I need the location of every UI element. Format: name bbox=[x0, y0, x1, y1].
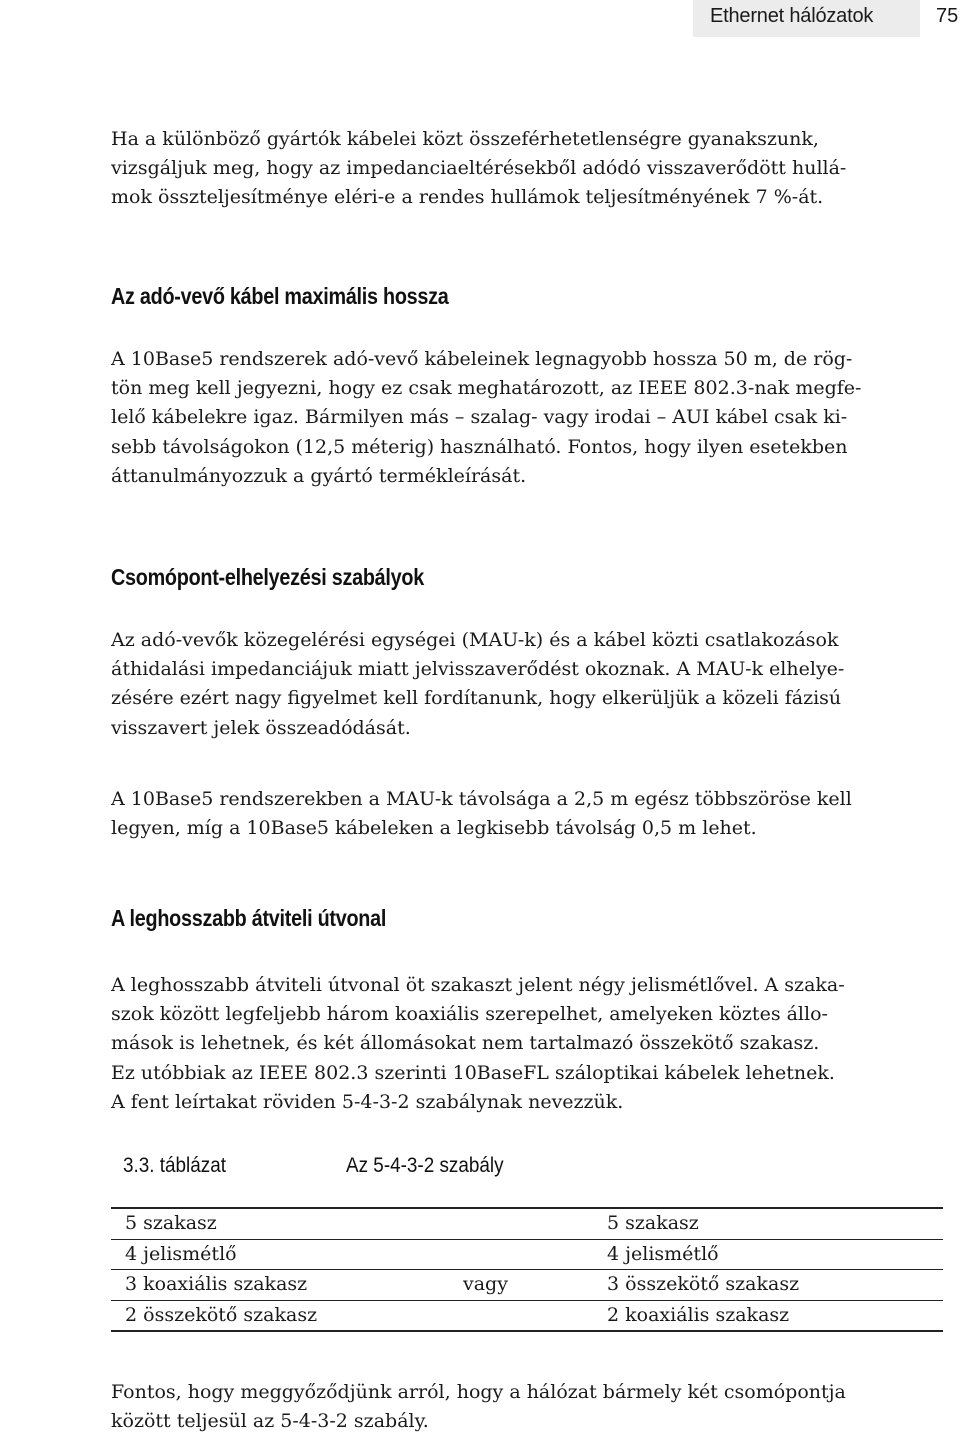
text-line: szok között legfeljebb három koaxiális szerepelhet, amelyeken köztes állo- bbox=[111, 1003, 828, 1026]
section-longest-path-paragraph bbox=[111, 971, 931, 1117]
table-cell: 5 szakasz bbox=[125, 1212, 217, 1234]
text-line: mok összteljesítménye eléri-e a rendes hullámok teljesítményének 7 %-át. bbox=[111, 186, 824, 209]
section-heading-longest-path: A leghosszabb átviteli útvonal bbox=[111, 905, 387, 931]
section-heading-node-placement: Csomópont-elhelyezési szabályok bbox=[111, 564, 424, 590]
page-number: 75 bbox=[936, 5, 959, 27]
table-cell: 2 összekötő szakasz bbox=[125, 1303, 318, 1326]
text-line: áthidalási impedanciájuk miatt jelvisszaverődést okoznak. A MAU-k elhelye- bbox=[111, 658, 845, 681]
text-line: A fent leírtakat röviden 5-4-3-2 szabálynak nevezzük. bbox=[111, 1090, 624, 1113]
table-cell: 3 koaxiális szakasz bbox=[125, 1273, 308, 1295]
text-line: lelő kábelekre igaz. Bármilyen más – szalag- vagy irodai – AUI kábel csak ki- bbox=[111, 406, 848, 429]
text-line: vizsgáljuk meg, hogy az impedanciaeltérésekből adódó visszaverődött hullá- bbox=[111, 157, 847, 180]
table-cell: 4 jelismétlő bbox=[607, 1242, 719, 1265]
table-number: 3.3. táblázat bbox=[123, 1154, 226, 1177]
section-heading-cable-length: Az adó-vevő kábel maximális hossza bbox=[111, 283, 449, 309]
table-cell: 4 jelismétlő bbox=[125, 1242, 237, 1265]
section-cable-length-paragraph bbox=[111, 345, 931, 491]
text-line: A leghosszabb átviteli útvonal öt szakaszt jelent négy jelismétlővel. A szaka- bbox=[111, 974, 845, 996]
table-cell: 2 koaxiális szakasz bbox=[607, 1303, 790, 1326]
text-line: zésére ezért nagy figyelmet kell fordítanunk, hogy elkerüljük a közeli fázisú bbox=[111, 687, 842, 710]
table-cell: 5 szakasz bbox=[607, 1212, 699, 1234]
text-line: Az adó-vevők közegelérési egységei (MAU-k) és a kábel közti csatlakozások bbox=[111, 629, 839, 651]
text-line: Fontos, hogy meggyőződjünk arról, hogy a hálózat bármely két csomópontja bbox=[111, 1381, 846, 1403]
table-cell: vagy bbox=[463, 1273, 508, 1295]
table-row bbox=[111, 1209, 943, 1240]
table-row bbox=[111, 1240, 943, 1271]
text-line: sebb távolságokon (12,5 méterig) használható. Fontos, hogy ilyen esetekben bbox=[111, 435, 848, 458]
section-node-placement-paragraph-2 bbox=[111, 785, 931, 843]
text-line: mások is lehetnek, és két állomásokat nem tartalmazó összekötő szakasz. bbox=[111, 1032, 820, 1055]
text-line: legyen, míg a 10Base5 kábeleken a legkisebb távolság 0,5 m lehet. bbox=[111, 817, 757, 840]
section-node-placement-paragraph-1 bbox=[111, 626, 931, 743]
text-line: Ez utóbbiak az IEEE 802.3 szerinti 10BaseFL száloptikai kábelek lehetnek. bbox=[111, 1061, 835, 1084]
closing-paragraph bbox=[111, 1378, 931, 1436]
table-row bbox=[111, 1301, 943, 1331]
text-line: A 10Base5 rendszerek adó-vevő kábeleinek legnagyobb hossza 50 m, de rög- bbox=[111, 348, 853, 370]
rule-5-4-3-2-table bbox=[111, 1207, 943, 1332]
table-row bbox=[111, 1270, 943, 1301]
text-line: A 10Base5 rendszerekben a MAU-k távolsága a 2,5 m egész többszöröse kell bbox=[111, 788, 852, 810]
table-title: Az 5-4-3-2 szabály bbox=[346, 1154, 504, 1177]
text-line: tön meg kell jegyezni, hogy ez csak meghatározott, az IEEE 802.3-nak megfe- bbox=[111, 377, 862, 400]
text-line: között teljesül az 5-4-3-2 szabály. bbox=[111, 1410, 429, 1433]
text-line: áttanulmányozzuk a gyártó termékleírását. bbox=[111, 464, 527, 487]
table-cell: 3 összekötő szakasz bbox=[607, 1273, 800, 1295]
intro-paragraph bbox=[111, 125, 931, 213]
running-header-title: Ethernet hálózatok bbox=[710, 5, 874, 27]
text-line: Ha a különböző gyártók kábelei közt összeférhetetlenségre gyanakszunk, bbox=[111, 128, 819, 150]
text-line: visszavert jelek összeadódását. bbox=[111, 716, 411, 739]
